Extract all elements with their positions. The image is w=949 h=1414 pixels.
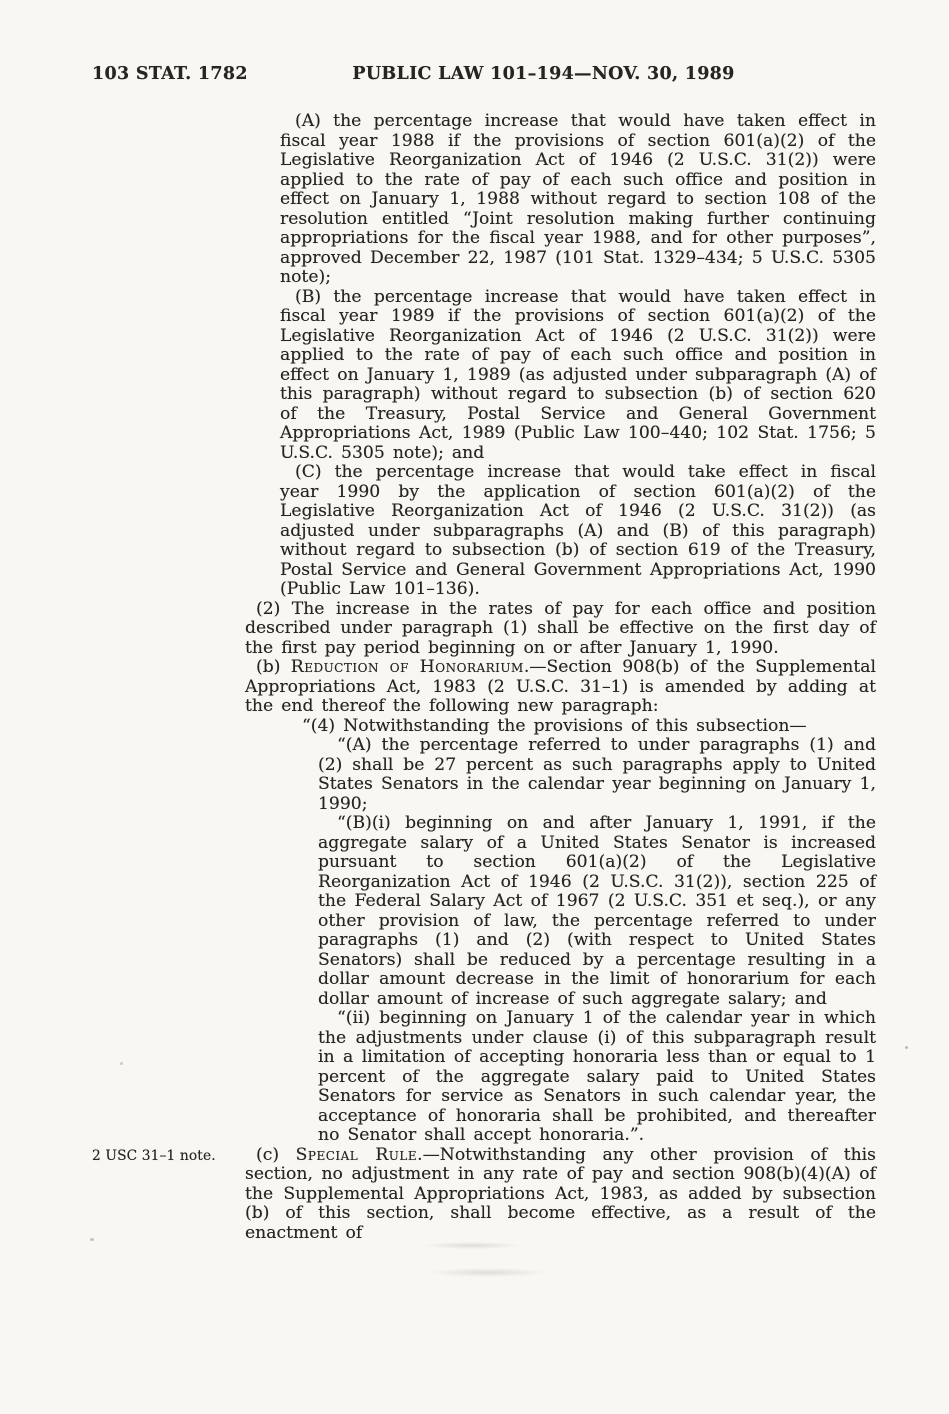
public-law-running-head: PUBLIC LAW 101–194—NOV. 30, 1989 <box>352 64 735 84</box>
paragraph-text: (b) <box>256 657 291 677</box>
scan-artifact <box>90 1238 94 1241</box>
paragraph-text: “(B)(i) beginning on and after January 1, 1991, if the aggregate salary of a United States Senator is increased pursuant to section 601(a)(2) of the Legislative Reorganization Act of 1946 (2 U.S.C. 31(2)), section 225 of the Federal Salary Act of 1967 (2 U.S.C. 351 et seq.), or any other provision of law, the percentage referred to under paragraphs (1) and (2) (with respect to United States Senators) shall be reduced by a percentage resulting in a dollar amount decrease in the limit of honorarium for each dollar amount of increase of such aggregate salary; and <box>318 813 876 1009</box>
statute-paragraph <box>245 600 876 659</box>
paragraph-text: “(4) Notwithstanding the provisions of this subsection— <box>302 715 807 736</box>
paragraph-text: (C) the percentage increase that would take effect in fiscal year 1990 by the application of section 601(a)(2) of the Legislative Reorganization Act of 1946 (2 U.S.C. 31(2)) (as adjusted under subparagraphs (A) and (B) of this paragraph) without regard to subsection (b) of section 619 of the Treasury, Postal Service and General Government Appropriations Act, 1990 (Public Law 101–136). <box>280 462 876 599</box>
paragraph-text: .—Section 908(b) of the Supplemental Appropriations Act, 1983 (2 U.S.C. 31–1) is amended by adding at the end thereof the following new paragraph: <box>245 657 876 716</box>
statute-paragraph <box>318 1009 876 1146</box>
paragraph-text: .—Notwithstanding any other provision of this section, no adjustment in any rate of pay and section 908(b)(4)(A) of the Supplemental Appropriations Act, 1983, as added by subsection (b) of this section, shall become effective, as a result of the enactment of <box>245 1144 876 1243</box>
paragraph-text: (c) <box>256 1144 296 1165</box>
paragraph-text: (A) the percentage increase that would have taken effect in fiscal year 1988 if the provisions of section 601(a)(2) of the Legislative Reorganization Act of 1946 (2 U.S.C. 31(2)) were applied to the rate of pay of each such office and position in effect on January 1, 1988 without regard to section 108 of the resolution entitled “Joint resolution making further continuing appropriations for the fiscal year 1988, and for other purposes”, approved December 22, 1987 (101 Stat. 1329–434; 5 U.S.C. 5305 note); <box>280 111 876 287</box>
statute-paragraph <box>318 736 876 814</box>
paragraph-text: “(ii) beginning on January 1 of the calendar year in which the adjustments under clause (i) of this subparagraph result in a limitation of accepting honoraria less than or equal to 1 percent of the aggregate salary paid to United States Senators for service as Senators in such calendar year, the acceptance of honoraria shall be prohibited, and thereafter no Senator shall accept honoraria.”. <box>318 1008 876 1145</box>
scan-artifact <box>905 1046 908 1049</box>
scan-artifact <box>120 1062 123 1065</box>
margin-note: 2 USC 31–1 note. <box>92 1147 216 1164</box>
scan-artifact <box>428 1268 548 1277</box>
body-column <box>92 111 876 1243</box>
scan-artifact <box>424 1242 520 1249</box>
statute-paragraph <box>302 717 876 737</box>
statute-paragraph <box>280 288 876 464</box>
statute-paragraph <box>318 814 876 1009</box>
statute-paragraph <box>245 658 876 717</box>
paragraph-text: “(A) the percentage referred to under paragraphs (1) and (2) shall be 27 percent as such paragraphs apply to United States Senators in the calendar year beginning on January 1, 1990; <box>318 735 876 814</box>
statute-paragraph <box>280 112 876 288</box>
smallcaps-heading: Reduction of Honorarium <box>290 657 524 677</box>
stat-page-citation: 103 STAT. 1782 <box>92 64 248 84</box>
statute-paragraph <box>92 1144 876 1244</box>
smallcaps-heading: Special Rule <box>295 1144 418 1165</box>
paragraph-text: (B) the percentage increase that would have taken effect in fiscal year 1989 if the provisions of section 601(a)(2) of the Legislative Reorganization Act of 1946 (2 U.S.C. 31(2)) were applied to the rate of pay of each such office and position in effect on January 1, 1989 (as adjusted under subparagraph (A) of this paragraph) without regard to subsection (b) of section 620 of the Treasury, Postal Service and General Government Appropriations Act, 1989 (Public Law 100–440; 102 Stat. 1756; 5 U.S.C. 5305 note); and <box>280 286 876 463</box>
statute-paragraph <box>280 463 876 600</box>
paragraph-text: (2) The increase in the rates of pay for each office and position described under paragraph (1) shall be effective on the first day of the first pay period beginning on or after January 1, 1990. <box>245 598 876 658</box>
